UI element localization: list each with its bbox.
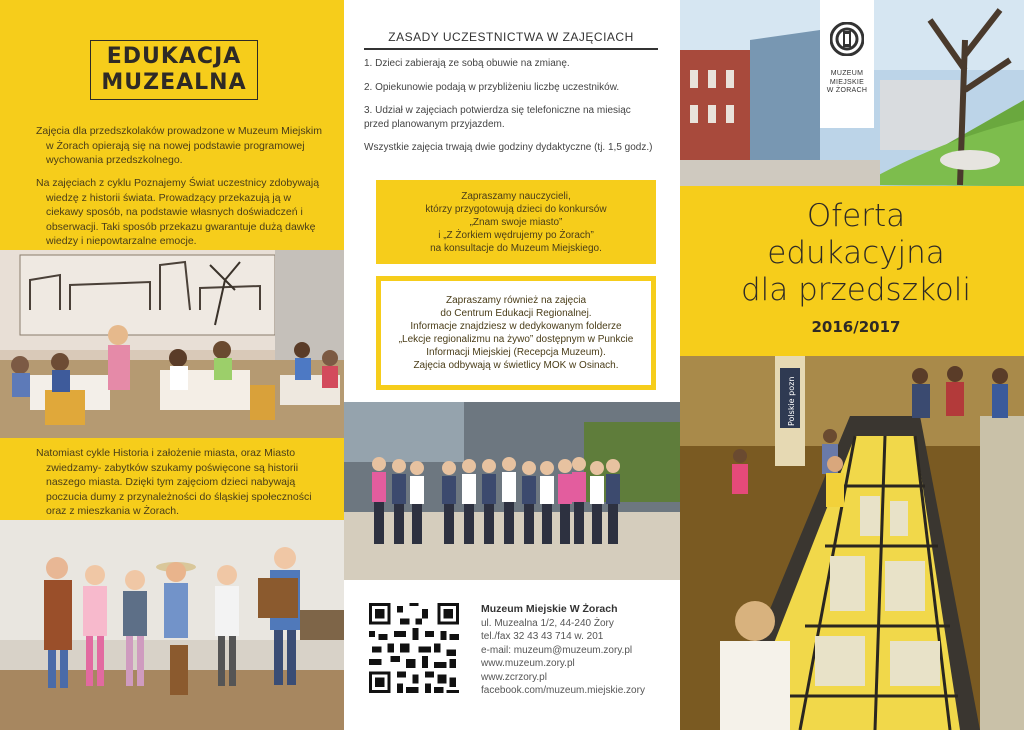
invite1-line-4: i „Z Żorkiem wędrujemy po Żorach” — [438, 229, 594, 241]
regional-center-invite-box — [376, 276, 656, 390]
museum-logo — [820, 0, 874, 128]
intro-paragraph: Zajęcia dla przedszkolaków prowadzone w Muzeum Miejskim w Żorach opierają się na nowej podstawie programowej wychowania przedszkolnego. — [36, 125, 322, 166]
title-line-1: EDUKACJA — [106, 44, 242, 69]
invite2-line-5: Informacji Miejskiej (Recepcja Muzeum). — [426, 347, 606, 358]
right-panel — [680, 0, 1024, 730]
invite2-line-1: Zapraszamy również na zajęcia — [445, 295, 587, 306]
offer-line-2: edukacyjna — [767, 235, 945, 271]
logo-text-1: MUZEUM — [830, 70, 864, 77]
contact-block — [481, 603, 676, 698]
rule-item-2: 2. Opiekunowie podają w przybliżeniu liczbę uczestników. — [364, 82, 620, 93]
invite2-line-6: Zajęcia odbywają w świetlicy MOK w Osinach. — [413, 360, 619, 371]
museum-emblem-icon — [830, 22, 864, 56]
rule-item-3: 3. Udział w zajęciach potwierdza się telefoniczne na miesiąc przed planowanym przyjazdem. — [364, 105, 631, 130]
rules-divider — [364, 48, 658, 50]
invite2-line-3: Informacje znajdziesz w dedykowanym folderze — [410, 321, 622, 332]
exhibit-sign — [780, 368, 800, 428]
rules-heading: ZASADY UCZESTNICTWA W ZAJĘCIACH — [388, 30, 634, 44]
contact-email[interactable]: e-mail: muzeum@muzeum.zory.pl — [481, 644, 633, 656]
offer-line-1: Oferta — [806, 198, 906, 234]
invite1-line-2: którzy przygotowują dzieci do konkursów — [425, 203, 607, 215]
contact-phone: tel./fax 32 43 43 714 w. 201 — [481, 631, 604, 642]
contact-museum-name: Muzeum Miejskie W Żorach — [481, 603, 618, 615]
exhibit-sign-text: Polskie pozn — [787, 376, 796, 426]
title-line-2: MUZEALNA — [101, 70, 247, 95]
group-photo — [344, 402, 680, 580]
middle-panel — [344, 0, 680, 730]
children-instruments-photo — [0, 520, 344, 730]
invite2-line-4: „Lekcje regionalizmu na żywo” dostępnym w Punkcie — [398, 334, 634, 345]
contact-zcr-link[interactable]: www.zcrzory.pl — [481, 671, 547, 683]
world-cycle-paragraph: Na zajęciach z cyklu Poznajemy Świat uczestnicy zdobywają wiedzę z historii świata. Prowadzący przekazują ją w ciekawy sposób, na podstawie własnych doświadczeń i obserwacji. Taki sposób przekazu gwarantuje dużą dawkę wiedzy i niepowtarzalne emocje. — [36, 177, 320, 247]
logo-text-2: MIEJSKIE — [829, 78, 865, 86]
invite1-line-5: na konsultacje do Muzeum Miejskiego. — [430, 242, 602, 254]
contact-address: ul. Muzealna 1/2, 44-240 Żory — [481, 617, 614, 629]
school-year: 2016/2017 — [811, 318, 901, 336]
duration-note: Wszystkie zajęcia trwają dwie godziny dydaktyczne (tj. 1,5 godz.) — [364, 142, 653, 153]
invite1-line-1: Zapraszamy nauczycieli, — [461, 190, 571, 202]
classroom-photo — [0, 250, 344, 438]
logo-text-3: W ŻORACH — [826, 87, 868, 94]
education-title-box — [90, 40, 258, 100]
qr-code[interactable] — [369, 603, 459, 693]
invite1-line-3: „Znam swoje miasto” — [469, 216, 563, 228]
exhibition-photo — [680, 356, 1024, 730]
offer-title — [700, 198, 1012, 309]
city-history-paragraph: Natomiast cykle Historia i założenie miasta, oraz Miasto zwiedzamy- zabytków szukamy poświęcone są historii naszego miasta. Dzięki tym zajęciom dzieci nabywają poczucia dumy z przynależności do śląskiej społeczności oraz z mieszkania w Żorach. — [36, 447, 312, 517]
contact-website-link[interactable]: www.muzeum.zory.pl — [481, 658, 575, 669]
invite2-line-2: do Centrum Edukacji Regionalnej. — [440, 308, 592, 319]
rule-item-1: 1. Dzieci zabierają ze sobą obuwie na zmianę. — [364, 58, 570, 69]
left-panel — [0, 0, 344, 730]
teachers-invite-box — [376, 180, 656, 264]
contact-facebook-link[interactable]: facebook.com/muzeum.miejskie.zory — [481, 685, 645, 696]
offer-line-3: dla przedszkoli — [740, 272, 972, 308]
